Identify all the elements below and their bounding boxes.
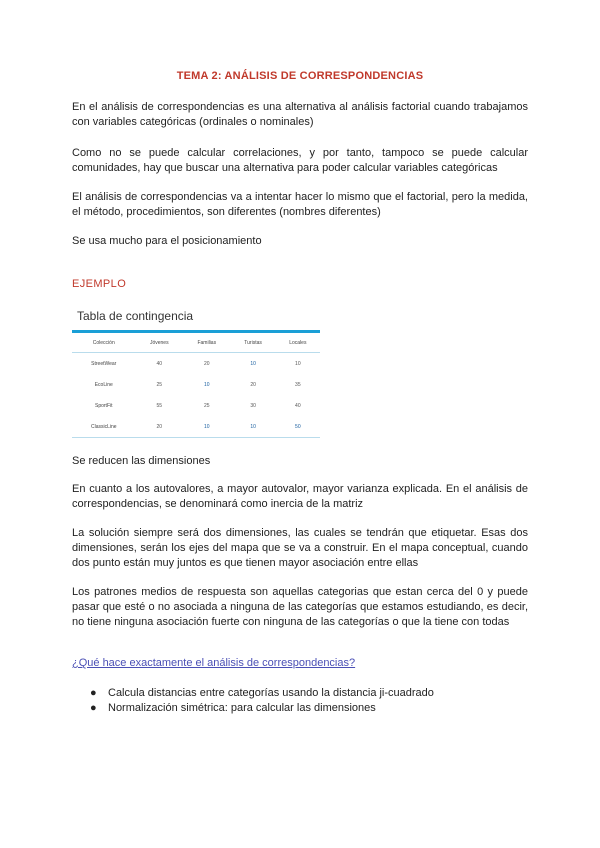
header-cell: Colección [72,332,136,353]
table-cell: StreetWear [91,360,117,367]
table-cell: 25 [156,381,163,388]
table-cell: 10 [295,360,301,367]
table-cell: 30 [250,402,256,409]
bullet-list [90,686,434,716]
table-cell: 25 [203,402,210,409]
paragraph-eigenvalues: En cuanto a los autovalores, a mayor autovalor, mayor varianza explicada. En el análisis de correspondencias, se denominará como inercia de la matriz [72,483,528,510]
paragraph-positioning: Se usa mucho para el posicionamiento [72,235,262,247]
table-cell: 20 [250,381,256,388]
header-cell: Familias [183,332,231,353]
table-cell: 55 [156,402,163,409]
list-item-text: Calcula distancias entre categorías usando la distancia ji-cuadrado [108,687,434,699]
list-item-text: Normalización simétrica: para calcular las dimensiones [108,702,376,714]
table-caption: Tabla de contingencia [77,309,194,323]
table-cell: 50 [295,423,301,430]
list-item [90,701,434,716]
table-header-row [72,332,320,353]
paragraph-patterns: Los patrones medios de respuesta son aquellas categorias que estan cerca del 0 y puede pasar que esté o no asociada a ninguna de las categorías que estamos estudiando, es decir, no tiene ninguna asociación fuerte con ninguna de las categorías o que la tiene con todas [72,586,528,628]
table-cell: 40 [156,360,163,367]
table-cell: EcoLine [94,381,113,388]
table-cell: 20 [156,423,163,430]
header-cell: Jóvenes [136,332,184,353]
table-cell: SportFit [95,402,113,409]
bullet-icon: ● [90,687,97,699]
table-cell: 35 [295,381,301,388]
example-heading: EJEMPLO [72,278,127,290]
table-cell: 10 [203,381,210,388]
table-cell: 10 [203,423,210,430]
table-cell: 10 [250,423,256,430]
table-row [72,395,320,416]
question-link[interactable]: ¿Qué hace exactamente el análisis de correspondencias? [72,657,356,669]
table-cell: ClassicLine [90,423,117,430]
table-cell: 40 [295,402,301,409]
table-cell: 10 [250,360,256,367]
header-cell: Locales [276,332,320,353]
page-title: TEMA 2: ANÁLISIS DE CORRESPONDENCIAS [176,70,424,82]
table-cell: 20 [203,360,210,367]
contingency-table [72,330,320,438]
bullet-icon: ● [90,702,97,714]
paragraph-dimensions: Se reducen las dimensiones [72,455,211,467]
paragraph-intro: En el análisis de correspondencias es una alternativa al análisis factorial cuando trabajamos con variables categóricas (ordinales o nominales) [72,101,528,128]
table-row [72,353,320,375]
paragraph-correlations: Como no se puede calcular correlaciones, y por tanto, tampoco se puede calcular comunidades, hay que buscar una alternativa para poder calcular variables categóricas [72,147,528,174]
list-item [90,686,434,701]
paragraph-method: El análisis de correspondencias va a intentar hacer lo mismo que el factorial, pero la medida, el método, procedimientos, son diferentes (nombres diferentes) [72,191,528,218]
header-cell: Turistas [231,332,276,353]
table-row [72,374,320,395]
table-row [72,416,320,438]
paragraph-solution: La solución siempre será dos dimensiones, las cuales se tendrán que etiquetar. Esas dos dimensiones, serán los ejes del mapa que se va a construir. En el mapa conceptual, cuando dos punto están muy juntos es que tienen mayor asociación entre ellas [72,527,528,569]
